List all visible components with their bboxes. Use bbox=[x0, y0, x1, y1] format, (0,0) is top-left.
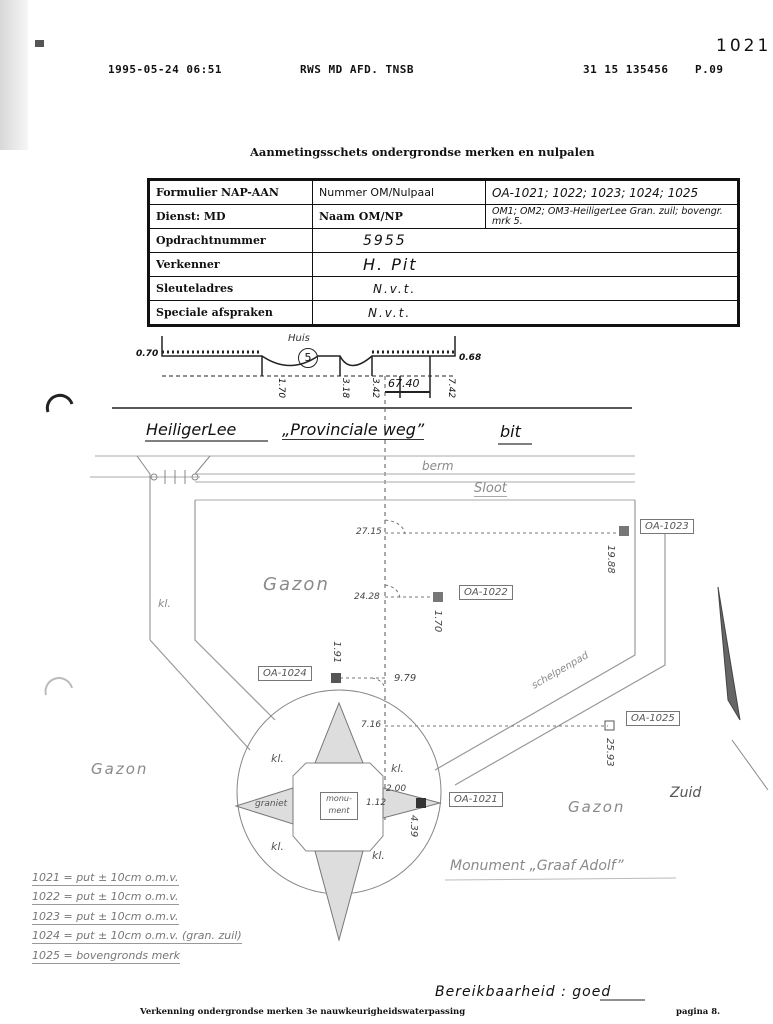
document-title: Aanmetingsschets ondergrondse merken en nulpalen bbox=[250, 145, 595, 159]
form-label: Formulier NAP-AAN bbox=[149, 180, 313, 205]
graniet-label: graniet bbox=[255, 799, 288, 809]
legend-item: 1022 = put ± 10cm o.m.v. bbox=[32, 890, 179, 903]
form-label: Opdrachtnummer bbox=[149, 229, 313, 253]
monument-box bbox=[320, 792, 358, 820]
house-number: 5 bbox=[304, 351, 312, 364]
fax-sender: RWS MD AFD. TNSB bbox=[300, 63, 414, 76]
kl-label-5: kl. bbox=[372, 849, 385, 862]
legend-item: 1024 = put ± 10cm o.m.v. (gran. zuil) bbox=[32, 929, 242, 942]
mark-1023-icon bbox=[619, 526, 629, 536]
form-value: N.v.t. bbox=[313, 277, 739, 301]
label-oa-1021: OA-1021 bbox=[449, 792, 503, 807]
footer-right: pagina 8. bbox=[676, 1007, 721, 1017]
doc-number: 1021 bbox=[716, 36, 772, 56]
dist-4: 67.40 bbox=[388, 377, 420, 390]
monument-label-1: monu- bbox=[326, 794, 352, 803]
gazon-label-2: Gazon bbox=[91, 760, 149, 778]
accessibility-note: Bereikbaarheid : goed bbox=[435, 984, 612, 1000]
legend-item: 1021 = put ± 10cm o.m.v. bbox=[32, 871, 179, 884]
monument-label-2: ment bbox=[328, 806, 350, 815]
form-label: Speciale afspraken bbox=[149, 301, 313, 326]
measure-2593: 25.93 bbox=[604, 738, 615, 767]
measure-191: 1.91 bbox=[331, 641, 342, 664]
legend-item: 1023 = put ± 10cm o.m.v. bbox=[32, 910, 179, 923]
measure-2715: 27.15 bbox=[356, 527, 382, 537]
zuid-label: Zuid bbox=[670, 785, 702, 801]
measure-200: 2.00 bbox=[386, 784, 407, 794]
binder-hole-icon bbox=[47, 395, 72, 412]
street-name: „Provinciale weg” bbox=[282, 420, 425, 439]
kl-label-2: kl. bbox=[271, 752, 284, 765]
kl-label-3: kl. bbox=[391, 762, 404, 775]
binder-hole-icon bbox=[46, 678, 72, 695]
sloot-label: Sloot bbox=[474, 481, 507, 496]
form-mid-label: Naam OM/NP bbox=[313, 205, 486, 229]
measure-716: 7.16 bbox=[361, 720, 382, 730]
form-value: H. Pit bbox=[313, 253, 739, 277]
form-mid-label: Nummer OM/Nulpaal bbox=[313, 180, 486, 205]
gate-icon bbox=[137, 456, 210, 640]
measure-439: 4.39 bbox=[408, 815, 419, 838]
measure-2428: 24.28 bbox=[354, 592, 380, 602]
form-label: Verkenner bbox=[149, 253, 313, 277]
form-value: OM1; OM2; OM3-HeiligerLee Gran. zuil; bovengr. mrk 5. bbox=[486, 205, 739, 229]
street-place: HeiligerLee bbox=[146, 420, 237, 439]
label-oa-1024: OA-1024 bbox=[258, 666, 312, 681]
dist-3: 3.42 bbox=[370, 378, 380, 399]
monument-name: Monument „Graaf Adolf” bbox=[450, 858, 624, 874]
north-arrow-icon bbox=[718, 587, 740, 720]
dist-2: 3.18 bbox=[340, 378, 350, 399]
label-oa-1025: OA-1025 bbox=[626, 711, 680, 726]
dist-1: 1.70 bbox=[276, 378, 286, 399]
fax-page: P.09 bbox=[695, 63, 724, 76]
house-label: Huis bbox=[288, 333, 310, 344]
gazon-label-1: Gazon bbox=[263, 574, 330, 595]
measure-112: 1.12 bbox=[366, 798, 387, 808]
mark-1025-icon bbox=[605, 721, 614, 730]
label-oa-1022: OA-1022 bbox=[459, 585, 513, 600]
form-value: OA-1021; 1022; 1023; 1024; 1025 bbox=[486, 180, 739, 205]
left-height: 0.70 bbox=[136, 349, 159, 359]
berm-label: berm bbox=[422, 459, 454, 473]
house-number-badge bbox=[298, 348, 318, 368]
dist-5: 7.42 bbox=[446, 378, 456, 399]
measure-979: 9.79 bbox=[394, 673, 417, 684]
measure-170: 1.70 bbox=[432, 610, 443, 633]
mark-1024-icon bbox=[331, 673, 341, 683]
right-height: 0.68 bbox=[459, 353, 482, 363]
measure-1988: 19.88 bbox=[605, 545, 616, 574]
schelpenpad-label: schelpenpad bbox=[530, 650, 591, 692]
path-outline bbox=[150, 500, 665, 785]
road-lines bbox=[90, 456, 635, 500]
footer-left: Verkenning ondergrondse merken 3e nauwkeurigheidswaterpassing bbox=[140, 1007, 466, 1017]
fax-datetime: 1995-05-24 06:51 bbox=[108, 63, 222, 76]
gazon-label-3: Gazon bbox=[568, 798, 626, 816]
street-underlines bbox=[145, 441, 532, 444]
mark-1022-icon bbox=[433, 592, 443, 602]
label-oa-1023: OA-1023 bbox=[640, 519, 694, 534]
kl-label-1: kl. bbox=[158, 597, 171, 610]
street-suffix: bit bbox=[500, 422, 521, 441]
mark-1021-icon bbox=[416, 798, 426, 808]
fax-phone: 31 15 135456 bbox=[583, 63, 669, 76]
form-label: Dienst: MD bbox=[149, 205, 313, 229]
legend-item: 1025 = bovengronds merk bbox=[32, 949, 180, 962]
form-label: Sleuteladres bbox=[149, 277, 313, 301]
form-value: N.v.t. bbox=[313, 301, 739, 326]
kl-label-4: kl. bbox=[271, 840, 284, 853]
form-value: 5955 bbox=[313, 229, 739, 253]
